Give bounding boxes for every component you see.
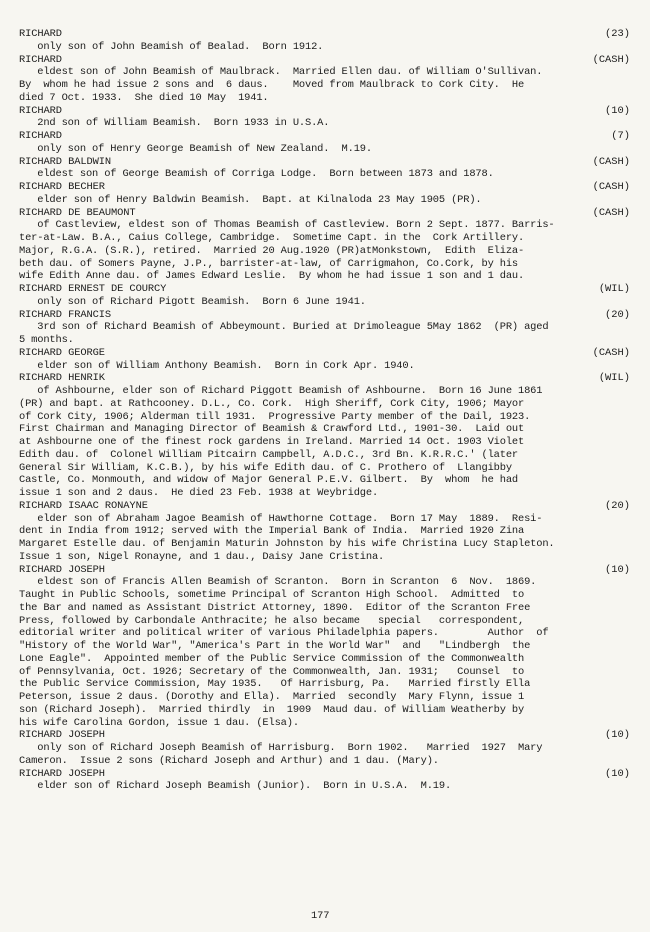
entry-code: (CASH) <box>592 181 630 193</box>
entry-name: RICHARD BECHER <box>19 181 105 193</box>
entry <box>19 130 632 156</box>
entry-heading <box>19 729 632 742</box>
entry-code: (10) <box>605 767 630 780</box>
entry-code: (20) <box>605 308 630 321</box>
entry <box>19 309 632 347</box>
entry-code: (CASH) <box>592 155 630 168</box>
entry-code: (CASH) <box>592 206 630 219</box>
entry-name: RICHARD GEORGE <box>19 346 105 359</box>
entry-heading <box>19 309 632 322</box>
entry-heading <box>19 500 632 513</box>
entry-code: (10) <box>605 729 630 742</box>
entry-text: of Ashbourne, elder son of Richard Piggott Beamish of Ashbourne. Born 16 June 1861 (PR) and bapt. at Rathcooney. D.L., Co. Cork. High Sheriff, Cork City, 1906; Mayor of Cork City, 1906; Alderman till 1931. Progressive Party member of the Dail, 1923. First Chairman and Managing Director of Beamish & Crawford Ltd., 1901-30. Laid out at Ashbourne one of the finest rock gardens in Ireland. Married 14 Oct. 1903 Violet Edith dau. of Colonel William Pitcairn Campbell, A.D.C., 3rd Bn. K.R.R.C.' (later General Sir William, K.C.B.), by his wife Edith dau. of C. Prothero of Llangibby Castle, Co. Monmouth, and widow of Major General P.E.V. Gilbert. By whom he had issue 1 son and 2 daus. He died 23 Feb. 1938 at Weybridge. <box>19 385 543 499</box>
entry-list <box>19 28 632 793</box>
entry-heading <box>19 283 632 296</box>
entry <box>19 181 632 207</box>
entry-text: of Castleview, eldest son of Thomas Beamish of Castleview. Born 2 Sept. 1877. Barris- ter-at-Law. B.A., Caius College, Cambridge. Sometime Capt. in the Cork Artillery. Major, R.G.A. (S.R.), retired. Married 20 Aug.1920 (PR)atMonkstown, Edith Eliza- beth dau. of Somers Payne, J.P., barrister-at-law, of Carrigmahon, Co.Cork, by his wife Edith Anne dau. of James Edward Leslie. By whom he had issue 1 son and 1 dau. <box>19 219 555 283</box>
entry <box>19 54 632 105</box>
entry-code: (20) <box>605 499 630 512</box>
entry <box>19 28 632 54</box>
entry-heading <box>19 181 632 194</box>
entry-heading <box>19 564 632 577</box>
entry-text: elder son of Richard Joseph Beamish (Junior). Born in U.S.A. M.19. <box>19 780 452 793</box>
entry-heading <box>19 768 632 781</box>
entry-code: (WIL) <box>598 283 630 295</box>
entry-heading <box>19 130 632 143</box>
entry-code: (7) <box>611 130 630 142</box>
entry-text: only son of Richard Joseph Beamish of Harrisburg. Born 1902. Married 1927 Mary Cameron. Issue 2 sons (Richard Joseph and Arthur) and 1 dau. (Mary). <box>19 742 543 767</box>
page-number: 177 <box>311 910 330 922</box>
entry-code: (WIL) <box>598 372 630 385</box>
entry-name: RICHARD <box>19 130 62 142</box>
entry <box>19 156 632 182</box>
entry <box>19 729 632 767</box>
entry <box>19 283 632 309</box>
entry-text: elder son of William Anthony Beamish. Born in Cork Apr. 1940. <box>19 359 415 372</box>
entry-heading <box>19 28 632 41</box>
entry <box>19 372 632 500</box>
entry-text: only son of Henry George Beamish of New Zealand. M.19. <box>19 142 372 155</box>
entry-heading <box>19 54 632 67</box>
entry <box>19 500 632 564</box>
entry-name: RICHARD ISAAC RONAYNE <box>19 499 148 512</box>
entry-name: RICHARD HENRIK <box>19 372 105 385</box>
entry-name: RICHARD JOSEPH <box>19 729 105 742</box>
entry-name: RICHARD FRANCIS <box>19 308 112 321</box>
entry-text: elder son of Henry Baldwin Beamish. Bapt. at Kilnaloda 23 May 1905 (PR). <box>19 193 482 206</box>
entry-text: elder son of Abraham Jagoe Beamish of Hawthorne Cottage. Born 17 May 1889. Resi- dent in India from 1912; served with the Imperial Bank of India. Married 1920 Zina Margaret Estelle dau. of Benjamin Maturin Johnston by his wife Christina Lucy Stapleton. Issue 1 son, Nigel Ronayne, and 1 dau., Daisy Jane Cristina. <box>19 512 555 563</box>
entry-text: 2nd son of William Beamish. Born 1933 in U.S.A. <box>19 117 330 130</box>
entry-code: (CASH) <box>592 53 630 66</box>
entry-text: 3rd son of Richard Beamish of Abbeymount. Buried at Drimoleague 5May 1862 (PR) aged 5 months. <box>19 321 549 346</box>
entry <box>19 105 632 131</box>
entry <box>19 347 632 373</box>
entry-text: only son of John Beamish of Bealad. Born 1912. <box>19 40 324 53</box>
entry-name: RICHARD <box>19 104 62 117</box>
entry-code: (10) <box>605 104 630 117</box>
entry-heading <box>19 105 632 118</box>
entry-name: RICHARD ERNEST DE COURCY <box>19 283 167 295</box>
entry-heading <box>19 156 632 169</box>
entry-code: (10) <box>605 563 630 576</box>
entry-name: RICHARD JOSEPH <box>19 767 105 780</box>
entry-name: RICHARD DE BEAUMONT <box>19 206 136 219</box>
entry <box>19 207 632 284</box>
entry-code: (CASH) <box>592 346 630 359</box>
entry-heading <box>19 372 632 385</box>
entry <box>19 768 632 794</box>
entry-name: RICHARD BALDWIN <box>19 155 112 168</box>
entry <box>19 564 632 730</box>
entry-text: eldest son of Francis Allen Beamish of Scranton. Born in Scranton 6 Nov. 1869. Taught in Public Schools, sometime Principal of Scranton High School. Admitted to the Bar and named as Assistant District Attorney, 1890. Editor of the Scranton Free Press, followed by Carbondale Anthracite; he also became special correspondent, editorial writer and political writer of various Philadelphia papers. Author of "History of the World War", "America's Part in the World War" and "Lindbergh the Lone Eagle". Appointed member of the Public Service Commission of the Commonwealth of Pennsylvania, Oct. 1926; Secretary of the Commonwealth, Jan. 1931; Counsel to the Public Service Commission, May 1935. Of Harrisburg, Pa. Married firstly Ella Peterson, issue 2 daus. (Dorothy and Ella). Married secondly Mary Flynn, issue 1 son (Richard Joseph). Married thirdly in 1909 Maud dau. of William Weatherby by his wife Carolina Gordon, issue 1 dau. (Elsa). <box>19 576 549 729</box>
entry-text: eldest son of George Beamish of Corriga Lodge. Born between 1873 and 1878. <box>19 168 494 181</box>
entry-name: RICHARD <box>19 53 62 66</box>
entry-code: (23) <box>605 28 630 40</box>
entry-text: only son of Richard Pigott Beamish. Born 6 June 1941. <box>19 295 366 308</box>
entry-text: eldest son of John Beamish of Maulbrack. Married Ellen dau. of William O'Sullivan. By whom he had issue 2 sons and 6 daus. Moved from Maulbrack to Cork City. He died 7 Oct. 1933. She died 10 May 1941. <box>19 66 543 104</box>
entry-name: RICHARD <box>19 28 62 40</box>
entry-heading <box>19 347 632 360</box>
entry-name: RICHARD JOSEPH <box>19 563 105 576</box>
entry-heading <box>19 207 632 220</box>
